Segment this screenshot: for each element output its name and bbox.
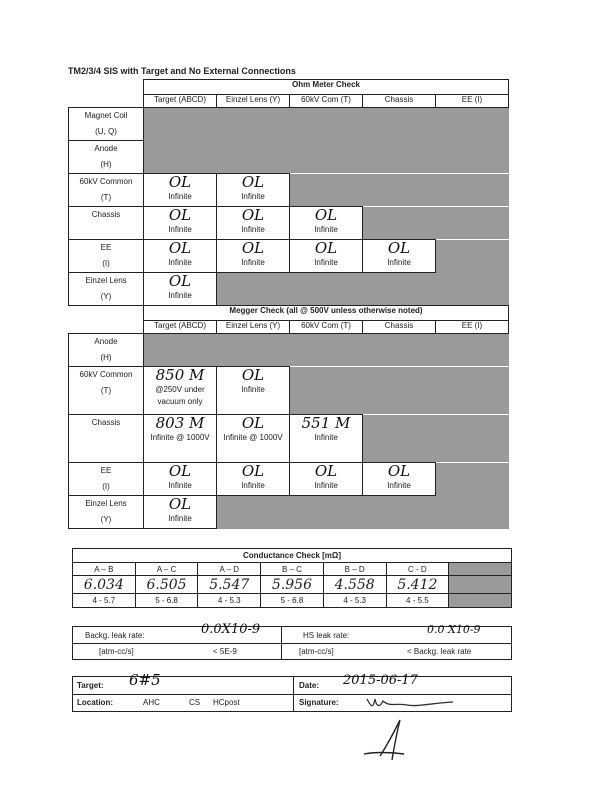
row-label-name: Chassis [91,210,121,219]
row-label [69,240,144,273]
shaded-cell [449,594,512,608]
row-label-name: 60kV Common [79,177,133,186]
column-header: Target (ABCD) [144,321,217,334]
expected-value: Infinite [168,258,192,267]
shaded-cell [436,463,509,496]
megger-table [68,305,509,529]
target-label: Target: [77,681,104,690]
row-label [69,141,144,174]
expected-value: Infinite [168,481,192,490]
row-label-name: Einzel Lens [85,499,127,508]
column-header: Chassis [363,95,436,108]
conductance-range: 4 - 5.3 [198,594,261,608]
shaded-cell [144,334,509,367]
row-label-name: Magnet Coil [84,111,128,120]
conductance-value: 6.034 [73,576,136,594]
column-header: EE (I) [436,95,509,108]
measurement-cell [290,415,363,463]
shaded-cell [363,415,509,463]
handwritten-value: OL [314,206,338,224]
ohm-header: Ohm Meter Check [144,80,509,95]
shaded-cell [217,273,509,306]
handwritten-value: 551 M [301,414,351,432]
handwritten-value: OL [241,366,265,384]
expected-value: Infinite [314,258,338,267]
conductance-value: 6.505 [135,576,198,594]
row-label-code: (Y) [100,515,112,524]
handwritten-value: OL [168,206,192,224]
expected-value: Infinite [387,258,411,267]
measurement-cell [144,496,217,529]
handwritten-value: OL [241,414,265,432]
measurement-cell [144,273,217,306]
measurement-cell [217,415,290,463]
location-option-hcpost: HCpost [213,698,240,707]
expected-value: Infinite [387,481,411,490]
expected-value: Infinite [241,192,265,201]
expected-value: Infinite [168,291,192,300]
shaded-cell [363,207,509,240]
blank-corner [69,95,144,108]
conductance-value: 5.956 [261,576,324,594]
measurement-cell [363,463,436,496]
row-label-code: (H) [100,353,112,362]
row-label-name: 60kV Common [79,370,133,379]
measurement-cell [217,463,290,496]
backg-leak-limit: < 5E-9 [213,647,237,656]
handwritten-value: OL [168,495,192,513]
handwritten-value: OL [241,206,265,224]
measurement-cell [217,367,290,415]
conductance-value: 5.547 [198,576,261,594]
blank-corner [69,80,144,95]
conductance-range: 4 - 5.5 [386,594,449,608]
expected-value: @250V under vacuum only [155,385,205,406]
expected-value: Infinite [168,514,192,523]
measurement-cell [217,174,290,207]
conductance-range: 4 - 5.7 [73,594,136,608]
backg-leak-label: Backg. leak rate: [85,631,145,640]
column-header: Einzel Lens (Y) [217,321,290,334]
row-label [69,367,144,415]
hs-leak-unit: [atm-cc/s] [299,647,334,656]
shaded-cell [290,367,509,415]
measurement-cell [144,207,217,240]
conductance-column: A – D [198,563,261,576]
row-label-code: (U, Q) [95,127,117,136]
backg-leak-value: 0.0X10-9 [201,622,261,637]
row-label [69,273,144,306]
column-header: 60kV Com (T) [290,321,363,334]
initials-mark [360,714,430,764]
target-info-box [72,671,512,712]
row-label-code: (T) [100,193,112,202]
handwritten-value: 803 M [155,414,205,432]
measurement-cell [290,463,363,496]
conductance-range: 5 - 6.8 [135,594,198,608]
location-option-cs: CS [189,698,201,707]
expected-value: Infinite [314,433,338,442]
column-header: EE (I) [436,321,509,334]
expected-value: Infinite [314,481,338,490]
date-label: Date: [299,681,320,690]
handwritten-value: OL [241,462,265,480]
signature-scribble [363,693,473,711]
shaded-cell [144,141,509,174]
measurement-cell [217,240,290,273]
shaded-cell [290,174,509,207]
row-label-code: (T) [100,386,112,395]
handwritten-value: OL [314,239,338,257]
handwritten-value: OL [168,272,192,290]
date-value: 2015-06-17 [343,673,418,688]
shaded-cell [449,563,512,576]
handwritten-value: OL [241,173,265,191]
conductance-range: 4 - 5.3 [323,594,386,608]
shaded-cell [449,576,512,594]
leak-rate-box [72,622,512,660]
signature-label: Signature: [299,698,339,707]
conductance-column: A – B [73,563,136,576]
conductance-column: B – C [261,563,324,576]
expected-value: Infinite [168,192,192,201]
document-title: TM2/3/4 SIS with Target and No External Connections [68,66,296,76]
row-label-name: Chassis [91,418,121,427]
row-label-code: (H) [100,160,112,169]
ohm-meter-table [68,79,509,306]
conductance-value: 5.412 [386,576,449,594]
backg-leak-unit: [atm-cc/s] [99,647,134,656]
expected-value: Infinite [314,225,338,234]
row-label [69,415,144,463]
row-label-name: Anode [94,144,118,153]
measurement-cell [144,367,217,415]
shaded-cell [436,240,509,273]
column-header: Chassis [363,321,436,334]
handwritten-value: OL [168,462,192,480]
measurement-cell [217,207,290,240]
expected-value: Infinite [241,481,265,490]
handwritten-value: OL [168,239,192,257]
location-option-ahc: AHC [143,698,160,707]
column-header: Einzel Lens (Y) [217,95,290,108]
conductance-column: A – C [135,563,198,576]
row-label-name: Einzel Lens [85,276,127,285]
shaded-cell [144,108,509,141]
megger-header: Megger Check (all @ 500V unless otherwise noted) [144,306,509,321]
shaded-cell [217,496,509,529]
conductance-range: 5 - 6.8 [261,594,324,608]
expected-value: Infinite [241,385,265,394]
handwritten-value: 850 M [155,366,205,384]
measurement-cell [144,174,217,207]
row-label [69,108,144,141]
row-label-name: EE [100,243,112,252]
conductance-column: B – D [323,563,386,576]
hs-leak-limit: < Backg. leak rate [407,647,472,656]
column-header: 60kV Com (T) [290,95,363,108]
conductance-column: C - D [386,563,449,576]
expected-value: Infinite [241,258,265,267]
blank-corner [69,306,144,321]
target-value: 6#5 [129,671,161,689]
conductance-table [72,548,512,608]
handwritten-value: OL [387,462,411,480]
row-label-code: (I) [102,482,110,491]
row-label-name: Anode [94,337,118,346]
hs-leak-value: 0.0 X10-9 [427,623,481,636]
location-label: Location: [77,698,113,707]
row-label [69,334,144,367]
handwritten-value: OL [387,239,411,257]
row-label-code: (Y) [100,292,112,301]
row-label [69,463,144,496]
expected-value: Infinite @ 1000V [150,433,210,442]
hs-leak-label: HS leak rate: [303,631,350,640]
conductance-header: Conductance Check [mΩ] [73,549,512,563]
row-label [69,174,144,207]
expected-value: Infinite [168,225,192,234]
handwritten-value: OL [314,462,338,480]
column-header: Target (ABCD) [144,95,217,108]
measurement-cell [290,240,363,273]
measurement-cell [144,240,217,273]
measurement-cell [363,240,436,273]
handwritten-value: OL [241,239,265,257]
measurement-cell [144,415,217,463]
measurement-cell [290,207,363,240]
row-label [69,207,144,240]
measurement-cell [144,463,217,496]
row-label-code: (I) [102,259,110,268]
expected-value: Infinite [241,225,265,234]
handwritten-value: OL [168,173,192,191]
row-label-name: EE [100,466,112,475]
conductance-value: 4.558 [323,576,386,594]
expected-value: Infinite @ 1000V [223,433,283,442]
row-label [69,496,144,529]
blank-corner [69,321,144,334]
